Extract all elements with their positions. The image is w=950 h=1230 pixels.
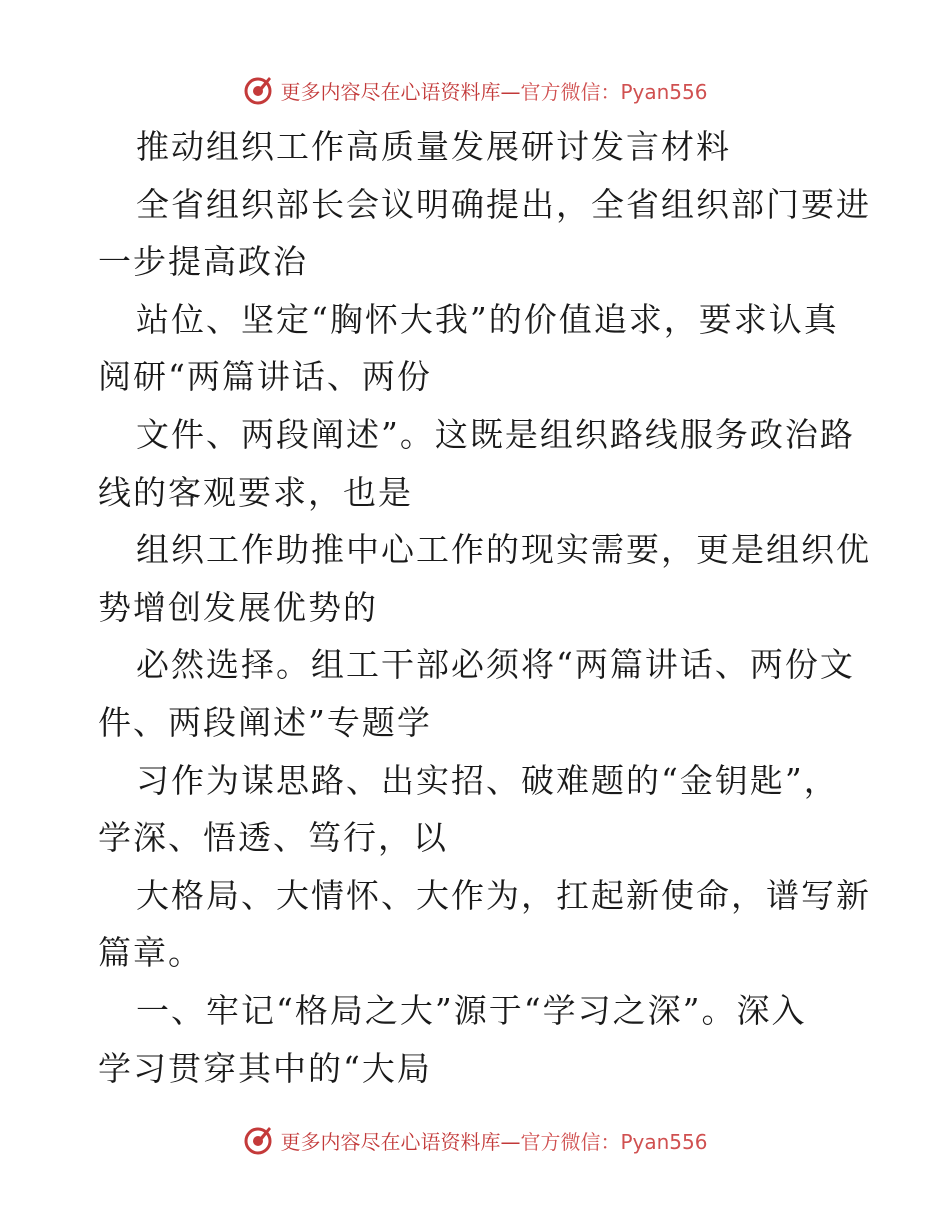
banner-wechat-text: 官方微信：Pyan556 xyxy=(520,79,708,104)
header-banner xyxy=(0,70,950,110)
text-line: 篇章。 xyxy=(98,933,203,973)
text-line: 件、两段阐述”专题学 xyxy=(98,702,432,742)
text-line: 文件、两段阐述”。这既是组织路线服务政治路 xyxy=(136,414,855,454)
banner-wechat-text: 官方微信：Pyan556 xyxy=(520,1129,708,1154)
text-line: 一步提高政治 xyxy=(98,242,308,282)
text-line: 一、牢记“格局之大”源于“学习之深”。深入 xyxy=(136,990,807,1030)
text-line: 习作为谋思路、出实招、破难题的“金钥匙”， xyxy=(136,760,839,800)
text-line: 全省组织部长会议明确提出，全省组织部门要进 xyxy=(136,184,871,224)
text-line: 站位、坚定“胸怀大我”的价值追求，要求认真 xyxy=(136,299,839,339)
text-line: 学习贯穿其中的“大局 xyxy=(98,1048,432,1088)
text-line: 大格局、大情怀、大作为，扛起新使命，谱写新 xyxy=(136,875,871,915)
text-line: 必然选择。组工干部必须将“两篇讲话、两份文 xyxy=(136,645,855,685)
text-line: 阅研“两篇讲话、两份 xyxy=(98,357,432,397)
footer-banner xyxy=(0,1120,950,1160)
document-body xyxy=(98,118,871,1097)
quill-logo-icon xyxy=(242,1124,274,1156)
text-line: 学深、悟透、笃行，以 xyxy=(98,818,448,858)
banner-main-text: 更多内容尽在心语资料库— xyxy=(280,79,521,104)
quill-logo-icon xyxy=(242,74,274,106)
banner-main-text: 更多内容尽在心语资料库— xyxy=(280,1129,521,1154)
text-line: 势增创发展优势的 xyxy=(98,587,378,627)
text-line: 线的客观要求，也是 xyxy=(98,472,413,512)
text-line: 组织工作助推中心工作的现实需要，更是组织优 xyxy=(136,530,871,570)
text-line: 推动组织工作高质量发展研讨发言材料 xyxy=(136,127,731,166)
